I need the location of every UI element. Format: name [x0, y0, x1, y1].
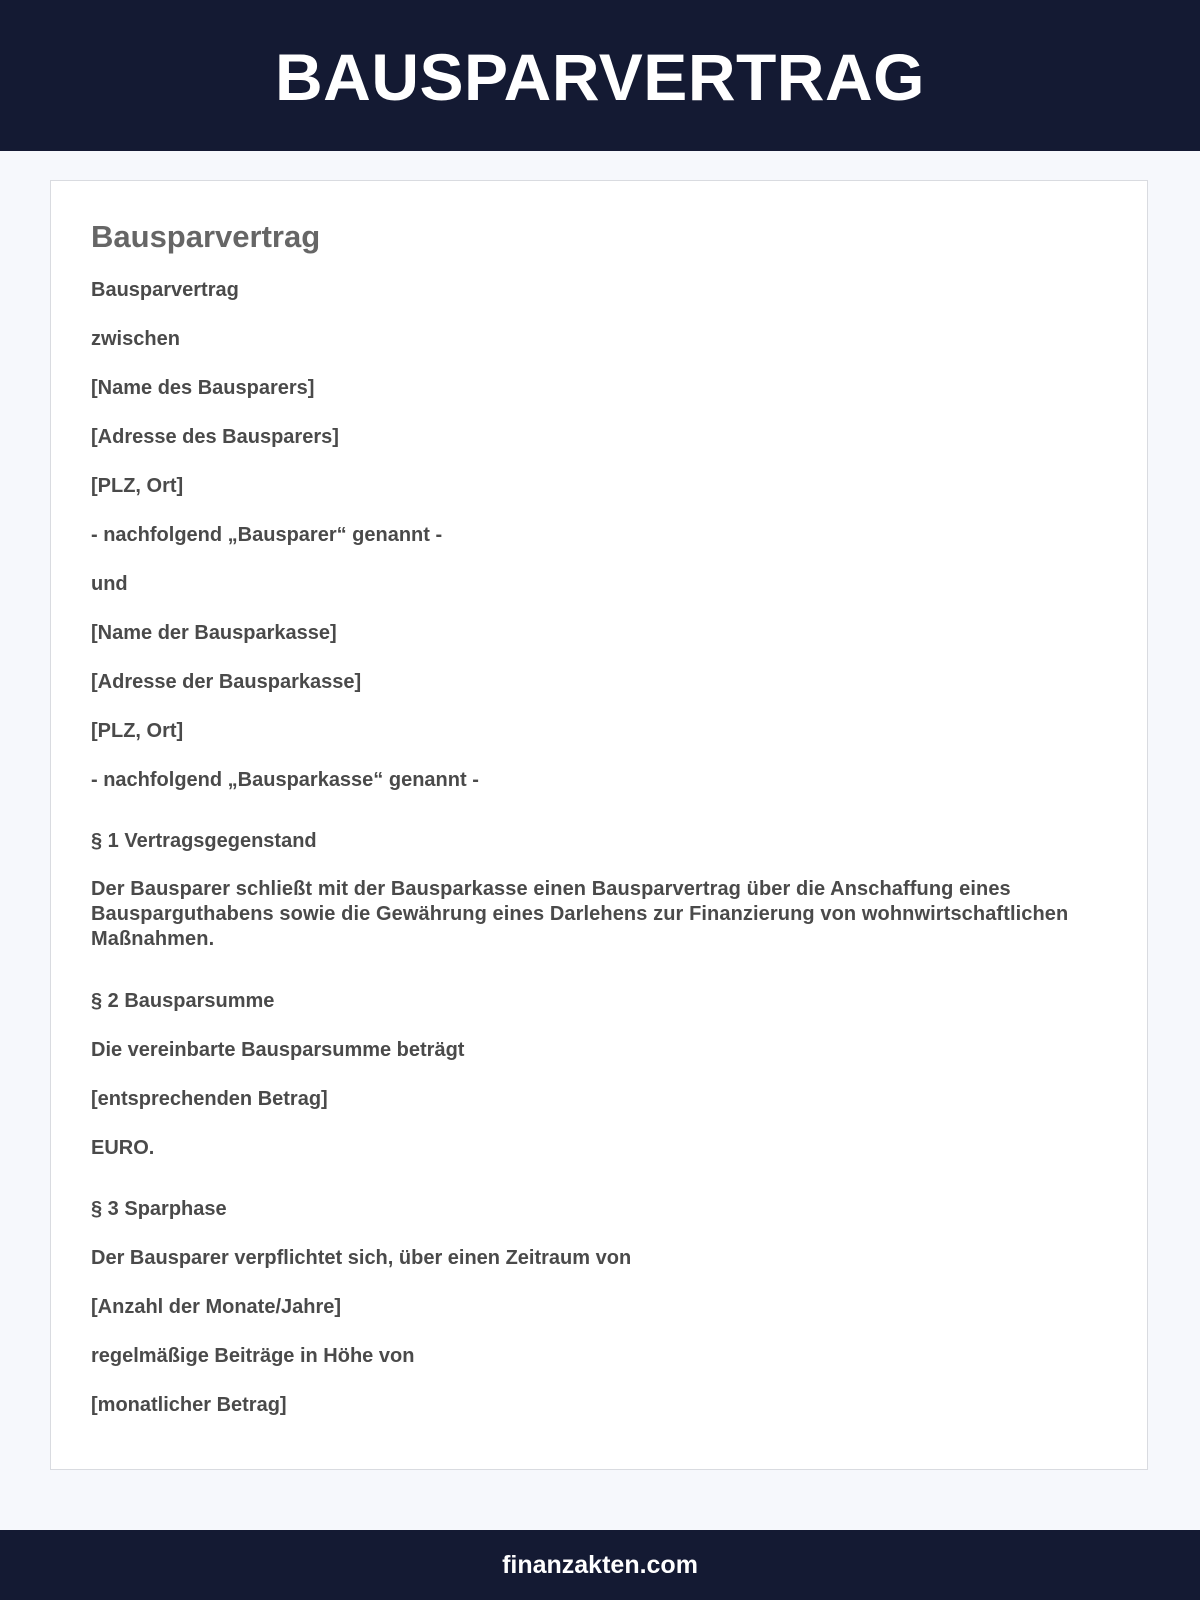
page-footer — [0, 1530, 1200, 1600]
section-heading: § 1 Vertragsgegenstand — [91, 830, 317, 852]
section-line: [monatlicher Betrag] — [91, 1394, 287, 1416]
section-line: [entsprechenden Betrag] — [91, 1088, 328, 1110]
document-line: [Adresse der Bausparkasse] — [91, 671, 362, 693]
section-line: Die vereinbarte Bausparsumme beträgt — [91, 1039, 465, 1061]
document-line: - nachfolgend „Bausparer“ genannt - — [91, 524, 443, 546]
document-card — [50, 180, 1148, 1470]
section-line: Der Bausparer verpflichtet sich, über einen Zeitraum von — [91, 1247, 632, 1269]
document-line: [PLZ, Ort] — [91, 720, 184, 742]
page-header-title: BAUSPARVERTRAG — [275, 39, 925, 114]
section-line: EURO. — [91, 1137, 155, 1159]
section-heading: § 3 Sparphase — [91, 1198, 227, 1220]
document-line: - nachfolgend „Bausparkasse“ genannt - — [91, 769, 479, 791]
section-line: [Anzahl der Monate/Jahre] — [91, 1296, 342, 1318]
section-line: regelmäßige Beiträge in Höhe von — [91, 1345, 415, 1367]
section-heading: § 2 Bausparsumme — [91, 990, 275, 1012]
footer-site-name: finanzakten.com — [502, 1550, 698, 1579]
page-header — [0, 0, 1200, 151]
document-title: Bausparvertrag — [91, 219, 321, 254]
document-line: und — [91, 573, 128, 595]
document-line: [PLZ, Ort] — [91, 475, 184, 497]
document-line: [Name der Bausparkasse] — [91, 622, 337, 644]
section-paragraph: Der Bausparer schließt mit der Bausparkasse einen Bausparvertrag über die Anschaffung eines Bausparguthabens sowie die Gewährung eines Darlehens zur Finanzierung von wohnwirtschaftlichen Maßnahmen. — [91, 878, 1069, 950]
document-line: zwischen — [91, 328, 180, 350]
document-line: [Name des Bausparers] — [91, 377, 315, 399]
document-line: [Adresse des Bausparers] — [91, 426, 339, 448]
document-line: Bausparvertrag — [91, 279, 239, 301]
